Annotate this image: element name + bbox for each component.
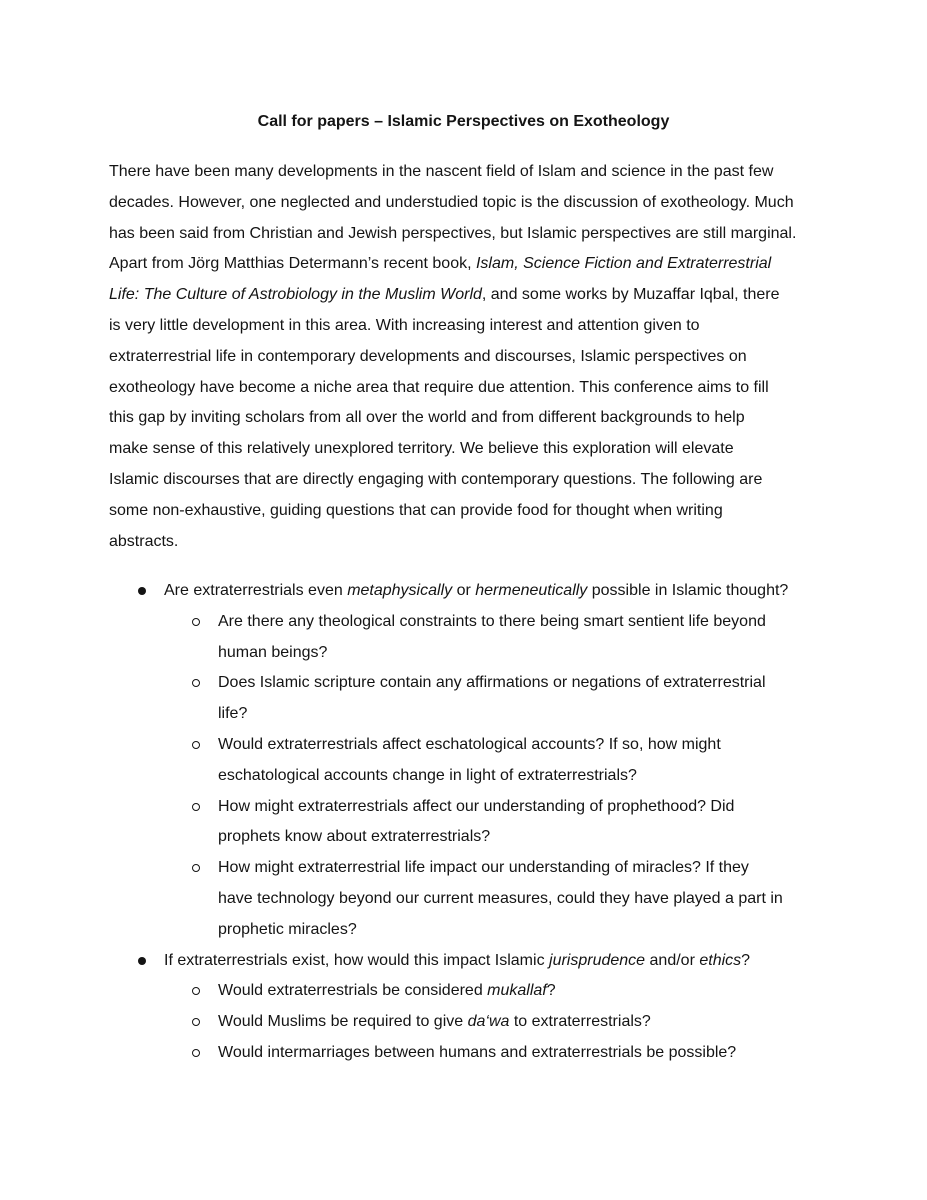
intro-line: decades. However, one neglected and understudied topic is the discussion of exotheology. Much [109, 193, 794, 211]
intro-line: Islamic discourses that are directly engaging with contemporary questions. The following are [109, 470, 763, 488]
q2-text: If extraterrestrials exist, how would this impact Islamic [164, 951, 550, 969]
subitem-text: Would extraterrestrials be considered [218, 982, 488, 1000]
bullet-dot-icon [138, 587, 146, 595]
list-item-level-2 [0, 607, 927, 669]
intro-text: , and some works by Muzaffar Iqbal, there [481, 286, 780, 304]
document-title: Call for papers – Islamic Perspectives on Exotheology [257, 113, 670, 130]
subitem-line: life? [218, 705, 248, 723]
q2-text: ? [741, 951, 751, 969]
bullet-circle-icon [192, 864, 200, 872]
intro-line: this gap by inviting scholars from all over the world and from different backgrounds to help [109, 409, 745, 427]
q1-emph-metaphysically: metaphysically [347, 582, 453, 599]
q2-emph-ethics: ethics [699, 951, 742, 969]
emph-mukallaf: mukallaf [487, 982, 547, 1000]
bullet-circle-icon [192, 679, 200, 687]
list-item-level-1 [0, 946, 927, 977]
intro-line: exotheology have become a niche area that require due attention. This conference aims to fill [109, 378, 769, 396]
intro-line: has been said from Christian and Jewish perspectives, but Islamic perspectives are still marginal. [109, 224, 797, 242]
list-item-level-2 [0, 792, 927, 854]
intro-line: some non-exhaustive, guiding questions that can provide food for thought when writing [109, 501, 723, 519]
subitem-text: ? [546, 982, 556, 1000]
intro-paragraph [109, 157, 821, 557]
bullet-dot-icon [138, 957, 146, 965]
list-item-level-2 [0, 1038, 927, 1069]
subitem-line: human beings? [218, 643, 328, 661]
intro-line: make sense of this relatively unexplored territory. We believe this exploration will elevate [109, 440, 734, 458]
subitem-line: How might extraterrestrial life impact our understanding of miracles? If they [218, 859, 749, 877]
subitem-line: Does Islamic scripture contain any affirmations or negations of extraterrestrial [218, 674, 766, 692]
list-item-level-2 [0, 976, 927, 1007]
subitem-line: eschatological accounts change in light of extraterrestrials? [218, 766, 637, 784]
bullet-circle-icon [192, 987, 200, 995]
bullet-circle-icon [192, 1018, 200, 1026]
list-item-level-2 [0, 1007, 927, 1038]
q1-text: or [452, 582, 476, 599]
q1-text: Are extraterrestrials even [164, 582, 348, 599]
subitem-line: prophetic miracles? [218, 920, 357, 938]
intro-text: Apart from Jörg Matthias Determann’s recent book, [109, 255, 476, 273]
book-title-part-2: Life: The Culture of Astrobiology in the Muslim World [109, 286, 482, 304]
bullet-circle-icon [192, 741, 200, 749]
bullet-circle-icon [192, 803, 200, 811]
emph-dawa: da‘wa [467, 1013, 510, 1031]
intro-line [109, 249, 821, 280]
bullet-circle-icon [192, 618, 200, 626]
q1-emph-hermeneutically: hermeneutically [475, 582, 588, 599]
intro-line [109, 280, 821, 311]
intro-line: extraterrestrial life in contemporary developments and discourses, Islamic perspectives on [109, 347, 747, 365]
list-item-level-2 [0, 668, 927, 730]
list-item-level-2 [0, 853, 927, 945]
q2-text: and/or [645, 951, 700, 969]
subitem-line: prophets know about extraterrestrials? [218, 828, 491, 846]
intro-line: abstracts. [109, 532, 179, 550]
subitem-line: Are there any theological constraints to there being smart sentient life beyond [218, 612, 766, 630]
q1-text: possible in Islamic thought? [587, 582, 789, 599]
list-item-level-1 [0, 576, 927, 607]
subitem-line: have technology beyond our current measures, could they have played a part in [218, 889, 783, 907]
list-item-level-2 [0, 730, 927, 792]
subitem-line: Would intermarriages between humans and extraterrestrials be possible? [218, 1043, 737, 1061]
subitem-text: to extraterrestrials? [509, 1013, 651, 1031]
subitem-line: Would extraterrestrials affect eschatological accounts? If so, how might [218, 735, 721, 753]
intro-line: There have been many developments in the nascent field of Islam and science in the past few [109, 163, 774, 180]
bullet-circle-icon [192, 1049, 200, 1057]
subitem-text: Would Muslims be required to give [218, 1013, 468, 1031]
intro-line: is very little development in this area. With increasing interest and attention given to [109, 316, 700, 334]
q2-emph-jurisprudence: jurisprudence [549, 951, 646, 969]
book-title-part-1: Islam, Science Fiction and Extraterrestrial [475, 255, 772, 273]
questions-list [0, 576, 927, 1069]
subitem-line: How might extraterrestrials affect our understanding of prophethood? Did [218, 797, 735, 815]
